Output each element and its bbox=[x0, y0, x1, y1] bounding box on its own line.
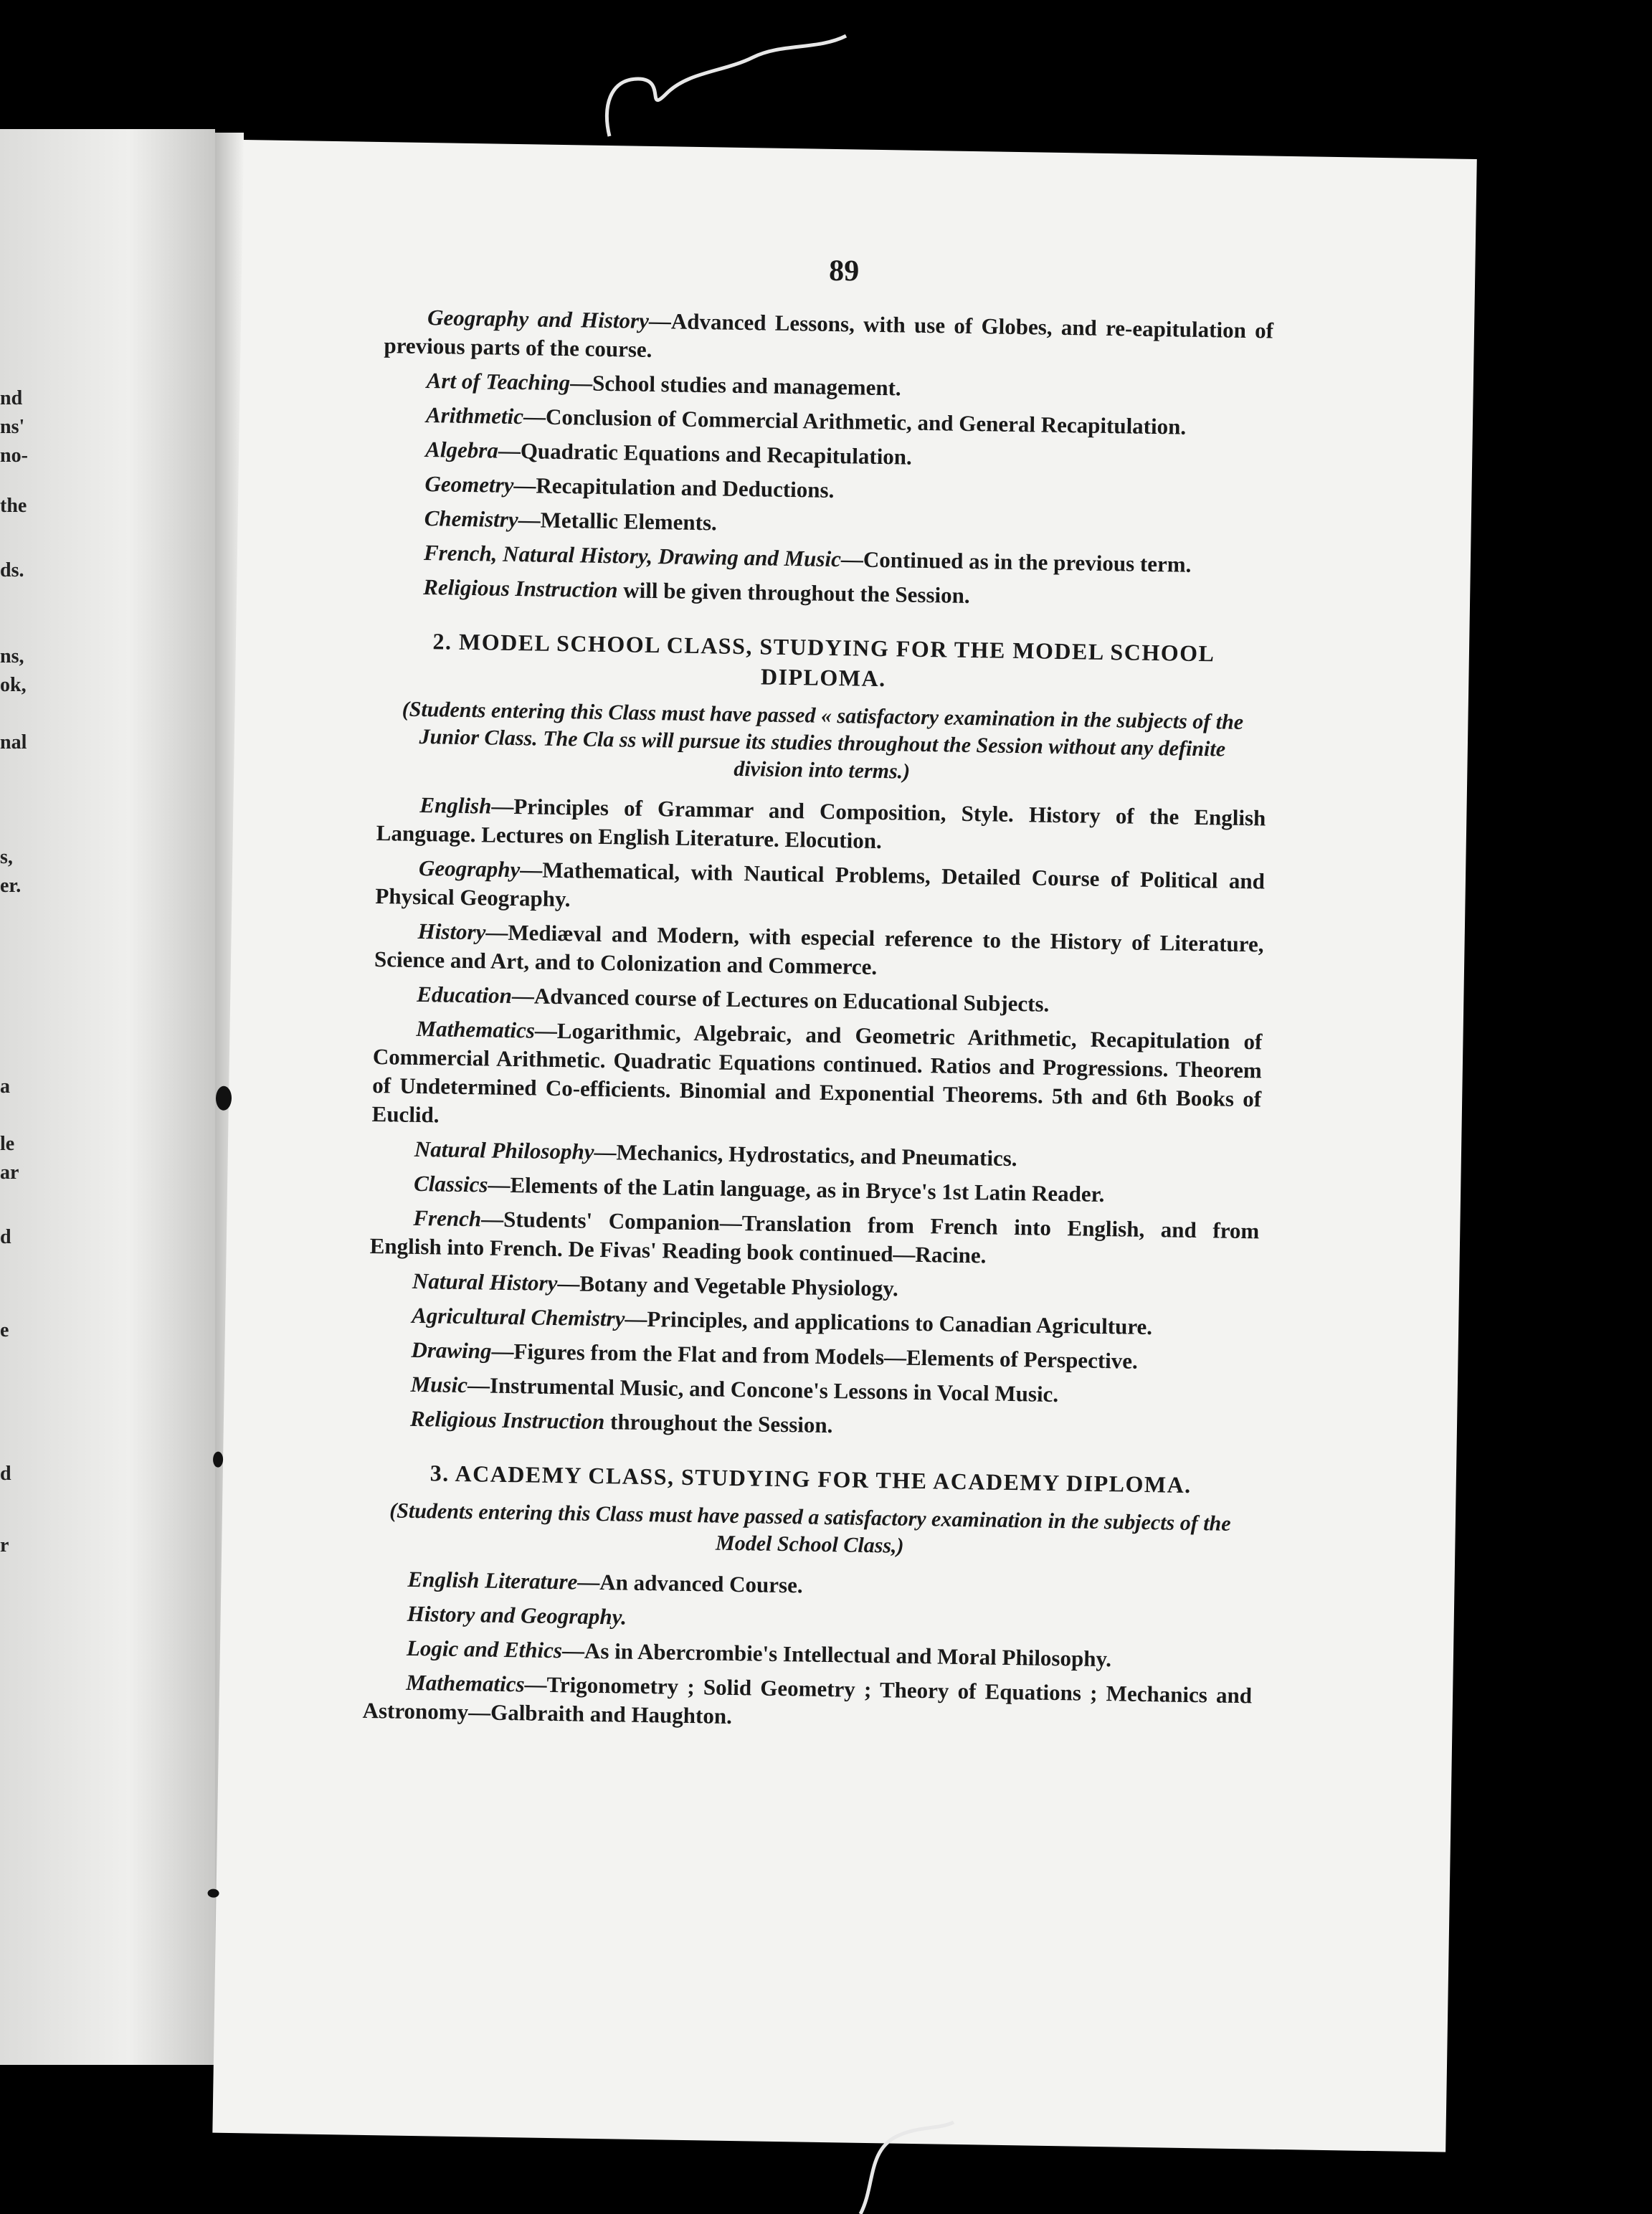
left-page-text-fragment: ns' bbox=[0, 416, 25, 438]
thread-decoration bbox=[602, 29, 860, 143]
course-description: —Mechanics, Hydrostatics, and Pneumatics. bbox=[594, 1139, 1017, 1172]
left-page-text-fragment: le bbox=[0, 1133, 15, 1155]
left-page-text-fragment: s, bbox=[0, 846, 13, 868]
book-page bbox=[212, 140, 1476, 2152]
section-2-note: (Students entering this Class must have passed « satisfactory examination in the subjects of the Junior Class. The Cla ss will pursue its studies throughout the Session without any definite division into terms.) bbox=[402, 697, 1244, 784]
course-description: —Conclusion of Commercial Arithmetic, and General Recapitulation. bbox=[523, 404, 1187, 440]
left-page-text-fragment: er. bbox=[0, 875, 22, 897]
course-description: —Students' Companion—Translation from French into English, and from English into French. De Fivas' Reading book continued—Racine. bbox=[369, 1206, 1260, 1268]
course-description: —An advanced Course. bbox=[577, 1569, 803, 1598]
course-subject: Music bbox=[410, 1371, 468, 1398]
course-description: throughout the Session. bbox=[604, 1409, 833, 1438]
course-subject: Logic and Ethics bbox=[406, 1635, 563, 1663]
course-subject: English bbox=[419, 792, 492, 819]
course-description: —Advanced Lessons, with use of Globes, and re-eapitulation of previous parts of the course. bbox=[384, 308, 1274, 362]
left-page-text-fragment: r bbox=[0, 1534, 9, 1557]
course-item bbox=[376, 790, 1266, 861]
course-description: —Figures from the Flat and from Models—Elements of Perspective. bbox=[491, 1338, 1139, 1374]
course-subject: Geography and History bbox=[427, 305, 650, 333]
course-item bbox=[375, 853, 1265, 924]
course-subject: Art of Teaching bbox=[426, 368, 571, 396]
left-page-text-fragment: ar bbox=[0, 1161, 19, 1184]
course-subject: Education bbox=[417, 981, 513, 1009]
course-item bbox=[384, 303, 1273, 374]
section-2-heading: 2. MODEL SCHOOL CLASS, STUDYING FOR THE MODEL SCHOOL DIPLOMA. bbox=[432, 628, 1215, 692]
course-description: —Quadratic Equations and Recapitulation. bbox=[498, 437, 913, 470]
course-subject: Natural Philosophy bbox=[414, 1136, 594, 1164]
left-page-text-fragment: a bbox=[0, 1075, 10, 1098]
course-subject: Religious Instruction bbox=[409, 1405, 605, 1435]
course-description: —Instrumental Music, and Concone's Lessons in Vocal Music. bbox=[467, 1372, 1059, 1407]
course-description: —Principles, and applications to Canadian Agriculture. bbox=[625, 1306, 1153, 1340]
ink-blot bbox=[216, 1086, 232, 1111]
course-description: will be given throughout the Session. bbox=[617, 577, 970, 608]
course-description: —Principles of Grammar and Composition, Style. History of the English Language. Lectures on English Literature. Elocution. bbox=[376, 793, 1266, 854]
left-page-edge bbox=[0, 129, 215, 2065]
course-description: —Recapitulation and Deductions. bbox=[513, 472, 835, 503]
left-page-text-fragment: nd bbox=[0, 387, 23, 409]
course-subject: Geography bbox=[418, 855, 521, 883]
left-page-text-fragment: d bbox=[0, 1463, 11, 1485]
section-1 bbox=[380, 303, 1273, 614]
left-page-text-fragment: ok, bbox=[0, 674, 27, 696]
course-subject: Classics bbox=[413, 1170, 488, 1197]
course-description: —Advanced course of Lectures on Educational Subjects. bbox=[511, 983, 1050, 1017]
course-description: —Mediæval and Modern, with especial reference to the History of Literature, Science and Art, and to Colonization and Commerce. bbox=[374, 919, 1264, 980]
section-2-items bbox=[367, 790, 1266, 1446]
section-3-heading: 3. ACADEMY CLASS, STUDYING FOR THE ACADEMY DIPLOMA. bbox=[429, 1460, 1192, 1498]
section-3-note: (Students entering this Class must have passed a satisfactory examination in the subjects of the Model School Class,) bbox=[389, 1498, 1231, 1558]
course-subject: History bbox=[417, 918, 486, 945]
left-page-text-fragment: d bbox=[0, 1226, 11, 1248]
left-page-text-fragment: nal bbox=[0, 731, 27, 754]
course-subject: History and Geography. bbox=[407, 1600, 627, 1630]
page-number: 89 bbox=[828, 254, 860, 288]
course-description: —Continued as in the previous term. bbox=[840, 546, 1192, 577]
course-subject: Agricultural Chemistry bbox=[412, 1302, 625, 1331]
course-subject: French bbox=[413, 1205, 482, 1232]
course-subject: Algebra bbox=[424, 437, 499, 463]
course-subject: English Literature bbox=[407, 1566, 578, 1595]
course-subject: Drawing bbox=[411, 1336, 492, 1364]
course-description: —Logarithmic, Algebraic, and Geometric Arithmetic, Recapitulation of Commercial Arithmetic. Quadratic Equations continued. Ratios and Progressions. Theorem of Undetermined Co-efficients. Binomial and Exponential Theorems. 5th and 6th Books of Euclid. bbox=[371, 1017, 1263, 1128]
course-subject: Geometry bbox=[424, 471, 514, 498]
course-subject: Arithmetic bbox=[425, 402, 524, 429]
course-item bbox=[371, 1014, 1262, 1142]
page-content bbox=[362, 250, 1274, 1744]
course-description: —As in Abercrombie's Intellectual and Moral Philosophy. bbox=[561, 1638, 1112, 1672]
ink-blot bbox=[207, 1889, 219, 1898]
left-page-text-fragment: e bbox=[0, 1319, 9, 1341]
left-page-text-fragment: the bbox=[0, 495, 27, 517]
course-description: —School studies and management. bbox=[569, 370, 901, 401]
course-item bbox=[367, 1404, 1256, 1446]
course-subject: French, Natural History, Drawing and Music bbox=[423, 540, 842, 572]
course-subject: Mathematics bbox=[416, 1015, 536, 1043]
course-description: —Metallic Elements. bbox=[518, 507, 718, 536]
course-subject: Chemistry bbox=[424, 505, 518, 533]
course-subject: Natural History bbox=[412, 1268, 558, 1296]
left-page-text-fragment: no- bbox=[0, 445, 28, 467]
course-subject: Mathematics bbox=[405, 1669, 525, 1697]
course-item bbox=[369, 1203, 1259, 1274]
section-3-items bbox=[362, 1564, 1253, 1739]
course-item bbox=[362, 1668, 1252, 1739]
course-description: —Trigonometry ; Solid Geometry ; Theory of Equations ; Mechanics and Astronomy—Galbraith and Haughton. bbox=[362, 1671, 1253, 1729]
left-page-text-fragment: ns, bbox=[0, 645, 24, 667]
course-description: —Elements of the Latin language, as in Bryce's 1st Latin Reader. bbox=[488, 1172, 1105, 1207]
course-description: —Botany and Vegetable Physiology. bbox=[557, 1270, 899, 1301]
thread-decoration-bottom bbox=[846, 2108, 961, 2214]
course-item bbox=[380, 572, 1269, 614]
course-description: —Mathematical, with Nautical Problems, Detailed Course of Political and Physical Geography. bbox=[375, 857, 1266, 912]
course-item bbox=[374, 916, 1264, 987]
course-subject: Religious Instruction bbox=[422, 574, 618, 603]
left-page-text-fragment: ds. bbox=[0, 559, 24, 581]
